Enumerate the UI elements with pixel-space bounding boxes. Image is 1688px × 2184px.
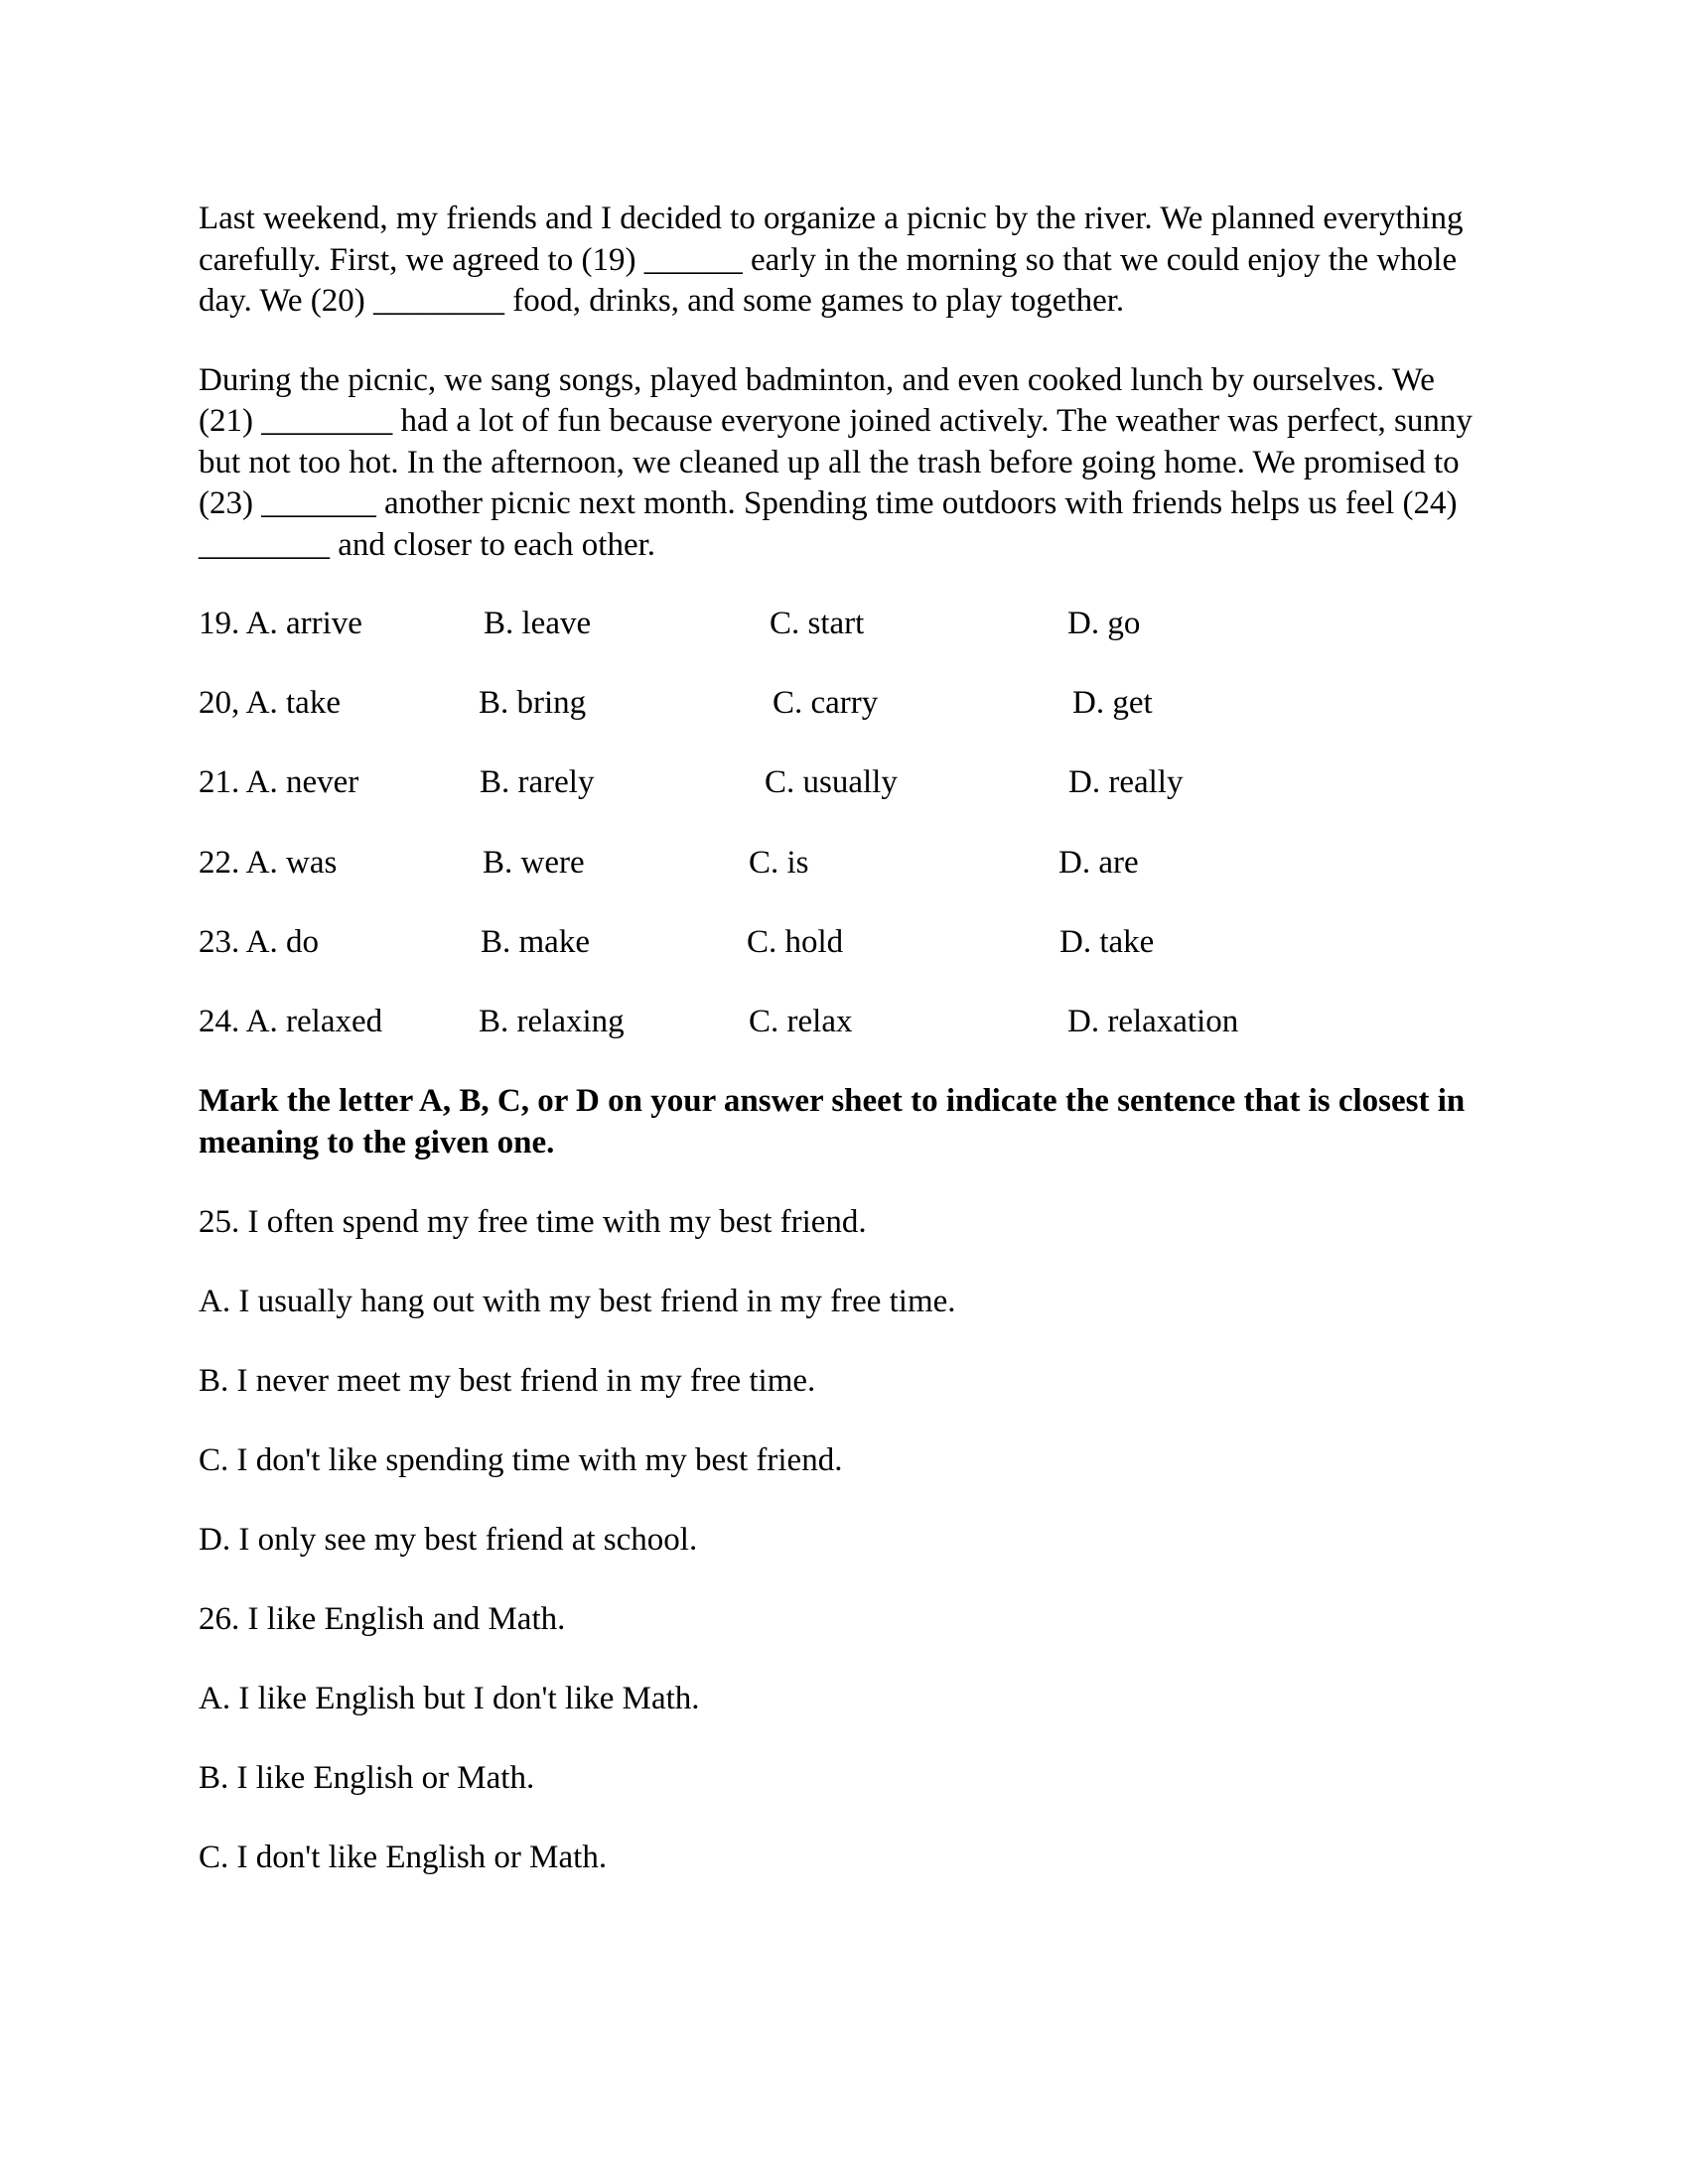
question-26: 26. I like English and Math. — [199, 1600, 566, 1637]
option-a: 23. A. do — [199, 923, 320, 960]
option-c: C. relax — [749, 1003, 853, 1039]
question-25-option-d: D. I only see my best friend at school. — [199, 1521, 698, 1558]
option-row-19 — [199, 604, 1489, 645]
option-d: D. take — [1059, 923, 1155, 960]
option-row-21 — [199, 762, 1489, 804]
option-row-22 — [199, 843, 1489, 885]
option-a: 20, A. take — [199, 685, 341, 722]
question-25: 25. I often spend my free time with my best friend. — [199, 1203, 867, 1240]
option-b: B. leave — [484, 606, 592, 641]
answer-options — [199, 604, 1489, 1042]
option-d: D. really — [1068, 764, 1184, 801]
question-25-option-c: C. I don't like spending time with my best friend. — [199, 1441, 843, 1478]
option-b: B. rarely — [480, 764, 595, 801]
question-25-option-a: A. I usually hang out with my best friend in my free time. — [199, 1283, 956, 1319]
option-row-20 — [199, 683, 1489, 725]
option-d: D. relaxation — [1067, 1003, 1239, 1039]
option-a: 24. A. relaxed — [199, 1003, 383, 1039]
option-c: C. start — [770, 606, 865, 641]
option-b: B. were — [483, 844, 585, 881]
option-c: C. hold — [747, 923, 844, 960]
option-b: B. bring — [479, 685, 587, 722]
option-row-23 — [199, 922, 1489, 964]
passage-paragraph-2: During the picnic, we sang songs, played badminton, and even cooked lunch by ourselves. We (21) ________ had a lot of fun because everyone joined actively. The weather was perfect, sunny but not too hot. In the afternoon, we cleaned up all the trash before going home. We promised to (23) _______ another picnic next month. Spending time outdoors with friends helps us feel (24) ________ and closer to each other. — [199, 361, 1473, 563]
question-26-option-b: B. I like English or Math. — [199, 1759, 535, 1796]
option-b: B. make — [481, 923, 590, 960]
section-instruction: Mark the letter A, B, C, or D on your answer sheet to indicate the sentence that is closest in meaning to the given one. — [199, 1083, 1466, 1160]
document-page — [199, 199, 1489, 1878]
question-26-option-a: A. I like English but I don't like Math. — [199, 1680, 700, 1716]
option-a: 22. A. was — [199, 844, 338, 881]
option-c: C. usually — [765, 764, 898, 801]
option-d: D. are — [1058, 844, 1139, 881]
question-26-option-c: C. I don't like English or Math. — [199, 1839, 608, 1875]
option-row-24 — [199, 1002, 1489, 1043]
option-c: C. is — [749, 844, 809, 881]
option-d: D. get — [1072, 685, 1153, 722]
option-c: C. carry — [773, 685, 879, 722]
option-b: B. relaxing — [479, 1003, 625, 1039]
option-d: D. go — [1067, 606, 1141, 641]
question-25-option-b: B. I never meet my best friend in my free time. — [199, 1362, 816, 1399]
passage-paragraph-1: Last weekend, my friends and I decided to organize a picnic by the river. We planned everything carefully. First, we agreed to (19) ______ early in the morning so that we could enjoy the whole day. We (20) ________ food, drinks, and some games to play together. — [199, 201, 1464, 319]
option-a: 19. A. arrive — [199, 606, 362, 641]
option-a: 21. A. never — [199, 764, 359, 801]
